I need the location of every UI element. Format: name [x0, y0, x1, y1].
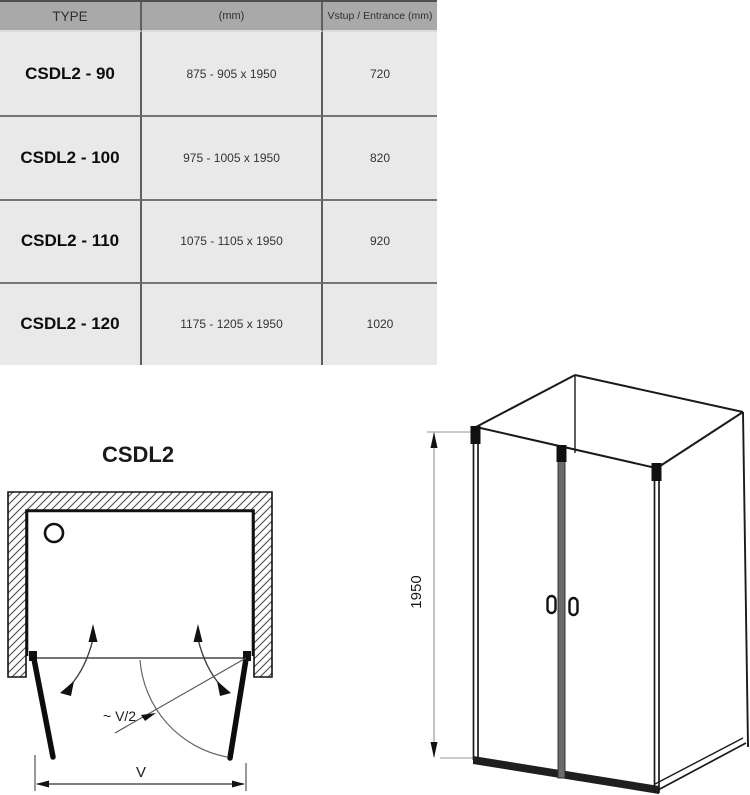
center-post [557, 445, 567, 778]
table-row-1-type: CSDL2 - 90 [0, 32, 142, 115]
left-frame-top-bracket [471, 426, 481, 444]
column-header-mm-label: (mm) [218, 10, 245, 22]
drain-circle [45, 524, 63, 542]
perspective-drawing [395, 368, 750, 795]
height-dimension [408, 432, 476, 758]
table-row-1-dimensions: 875 - 905 x 1950 [142, 32, 323, 115]
width-label: V [135, 764, 147, 781]
table-row-3-dimensions: 1075 - 1105 x 1950 [142, 199, 323, 282]
door-swing-arc [140, 660, 227, 757]
width-dimension [35, 755, 246, 791]
table-row-2-type: CSDL2 - 100 [0, 115, 142, 198]
spec-table [0, 0, 437, 365]
table-row-1-entrance: 720 [369, 66, 391, 81]
column-header-entrance [323, 2, 437, 32]
bottom-threshold [473, 756, 659, 794]
half-width-label: ~ V/2 [103, 708, 137, 724]
table-row-4-type: CSDL2 - 120 [0, 282, 142, 365]
column-header-mm [142, 2, 323, 32]
left-swing-arrow [60, 624, 98, 696]
column-header-entrance-label: Vstup / Entrance (mm) [327, 10, 433, 22]
side-panel-edges [655, 412, 748, 790]
left-door-panel [34, 659, 53, 757]
right-frame-profile [652, 463, 662, 793]
height-label: 1950 [408, 575, 425, 609]
right-frame-top-bracket [652, 463, 662, 481]
table-row-2-dimensions: 975 - 1005 x 1950 [142, 115, 323, 198]
right-door-panel [230, 659, 246, 758]
table-row-2-entrance: 820 [323, 115, 437, 198]
wall-hatched [8, 492, 272, 677]
table-row-3-type: CSDL2 - 110 [0, 199, 142, 282]
center-post-top-bracket [557, 445, 567, 462]
column-header-type [0, 2, 142, 32]
enclosure-glass-frame [27, 511, 253, 656]
top-rim [476, 375, 743, 468]
right-door-handle [570, 598, 578, 615]
table-row-4-dimensions: 1175 - 1205 x 1950 [142, 282, 323, 365]
table-row-4-entrance: 1020 [323, 282, 437, 365]
table-row-3-entrance: 920 [323, 199, 437, 282]
plan-view-title: CSDL2 [101, 442, 175, 467]
left-frame-profile [471, 426, 481, 761]
column-header-type-label: TYPE [52, 8, 88, 24]
plan-view-drawing [0, 425, 300, 795]
left-door-handle [548, 596, 556, 613]
half-width-arrowhead [141, 713, 156, 721]
